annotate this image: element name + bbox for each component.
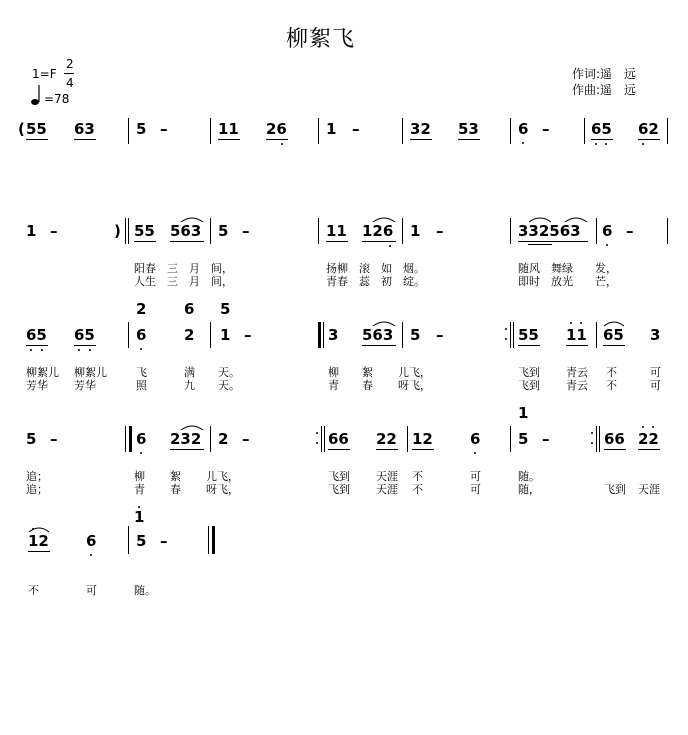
- lyric-line-1: 阳春 三 月 间，: [134, 262, 233, 275]
- note: 3: [328, 326, 339, 344]
- lyric-line-1: 飞: [136, 366, 147, 379]
- repeat-bar-thin: [125, 426, 126, 452]
- bar-line: [407, 426, 408, 452]
- note-group: 126: [362, 222, 394, 240]
- bar-line: [596, 426, 597, 452]
- note: 5: [136, 120, 147, 138]
- lyric-line-2: 青: [134, 483, 145, 496]
- lyric-line-1: 追；: [26, 470, 48, 483]
- underline: [74, 345, 96, 346]
- lyric-line-1: 随。: [134, 584, 156, 597]
- high-octave-dot: [580, 322, 582, 324]
- note-paren-close: ): [114, 222, 121, 240]
- note-group: 63: [74, 120, 95, 138]
- lyric-line-1: 满: [184, 366, 195, 379]
- underline: [326, 241, 348, 242]
- lyric-line-2: 芳华: [74, 379, 96, 392]
- dash: –: [242, 430, 250, 448]
- lyric-line-2: 天。: [218, 379, 240, 392]
- low-octave-dot: [389, 245, 391, 247]
- lyric-line-2: 青: [328, 379, 339, 392]
- note: 3: [650, 326, 661, 344]
- upper-voice-note: 6: [184, 300, 195, 318]
- lyric-line-1: 柳絮儿: [26, 366, 59, 379]
- bar-line: [510, 322, 511, 348]
- dash: –: [626, 222, 634, 240]
- bar-line: [318, 218, 319, 244]
- underline: [170, 241, 204, 242]
- repeat-bar-thick: [318, 322, 321, 348]
- note: 6: [602, 222, 613, 240]
- lyric-line-2: 飞到: [604, 483, 626, 496]
- underline: [170, 449, 204, 450]
- lyric-line-2: 九: [184, 379, 195, 392]
- lyric-line-2: 不: [412, 483, 423, 496]
- bar-line: [510, 426, 511, 452]
- underline: [591, 139, 613, 140]
- bar-line: [667, 118, 668, 144]
- note: 5: [218, 222, 229, 240]
- bar-line: [128, 322, 129, 348]
- note: 5: [410, 326, 421, 344]
- low-octave-dot: [642, 143, 644, 145]
- underline: [566, 345, 588, 346]
- note-group: 12: [28, 532, 49, 550]
- note-group: 65: [591, 120, 612, 138]
- bar-line: [510, 118, 511, 144]
- final-bar-thin: [208, 526, 209, 554]
- note-group: 55: [26, 120, 47, 138]
- lyric-line-1: 儿飞，: [398, 366, 431, 379]
- lyric-line-2: 追；: [26, 483, 48, 496]
- dash: –: [160, 532, 168, 550]
- lyric-line-2: 即时 放光 芒，: [518, 275, 617, 288]
- lyric-line-1: 随。: [518, 470, 540, 483]
- high-octave-dot: [138, 506, 140, 508]
- dash: –: [160, 120, 168, 138]
- lyric-line-1: 青云: [566, 366, 588, 379]
- quarter-note-icon: [30, 84, 44, 106]
- repeat-bar-thick: [129, 426, 132, 452]
- bar-line: [584, 118, 585, 144]
- slur: [528, 215, 552, 223]
- lyric-line-1: 不: [412, 470, 423, 483]
- note-group: 563: [170, 222, 202, 240]
- lyric-line-2: 春: [362, 379, 373, 392]
- note: 1: [26, 222, 37, 240]
- lyric-line-1: 天。: [218, 366, 240, 379]
- lyric-line-2: 随，: [518, 483, 540, 496]
- note-group: 11: [326, 222, 347, 240]
- final-bar-thick: [212, 526, 215, 554]
- note: 2: [218, 430, 229, 448]
- upper-voice-note: 1: [518, 404, 529, 422]
- dash: –: [542, 120, 550, 138]
- lyric-line-2: 飞到: [328, 483, 350, 496]
- lyric-line-1: 随风 舞绿 发，: [518, 262, 617, 275]
- lyric-line-2: 可: [650, 379, 661, 392]
- note: 6: [136, 326, 147, 344]
- note-paren-open: (: [18, 120, 25, 138]
- underline: [218, 139, 240, 140]
- lyric-line-1: 不: [28, 584, 39, 597]
- upper-voice-note: 1: [134, 508, 145, 526]
- lyric-line-1: 絮: [170, 470, 181, 483]
- repeat-dot: [505, 328, 507, 330]
- underline: [603, 345, 625, 346]
- note-group: 12: [412, 430, 433, 448]
- dash: –: [542, 430, 550, 448]
- dash: –: [244, 326, 252, 344]
- note: 6: [86, 532, 97, 550]
- note: 5: [518, 430, 529, 448]
- low-octave-dot: [595, 143, 597, 145]
- bar-line: [596, 322, 597, 348]
- underline: [362, 345, 396, 346]
- low-octave-dot: [140, 348, 142, 350]
- upper-voice-note: 5: [220, 300, 231, 318]
- composer-credit: 作曲:遥 远: [572, 83, 637, 97]
- underline: [638, 449, 660, 450]
- slur: [564, 215, 588, 223]
- bar-line: [510, 218, 511, 244]
- bar-line: [318, 118, 319, 144]
- note: 2: [184, 326, 195, 344]
- note-group: 563: [362, 326, 394, 344]
- dash: –: [436, 222, 444, 240]
- underline: [26, 345, 48, 346]
- lyric-line-2: 飞到: [518, 379, 540, 392]
- low-octave-dot: [606, 244, 608, 246]
- tempo-marking: =78: [44, 92, 70, 106]
- underline: [26, 139, 48, 140]
- bar-line: [402, 322, 403, 348]
- note-group: 332563: [518, 222, 581, 240]
- note-group: 53: [458, 120, 479, 138]
- note: 5: [136, 532, 147, 550]
- low-octave-dot: [89, 349, 91, 351]
- lyricist-credit: 作词:遥 远: [572, 67, 637, 81]
- repeat-dot: [505, 338, 507, 340]
- underline: [518, 345, 540, 346]
- lyric-line-2: 照: [136, 379, 147, 392]
- note-group: 26: [266, 120, 287, 138]
- repeat-dot: [591, 432, 593, 434]
- bar-line: [321, 426, 322, 452]
- slur: [372, 319, 396, 327]
- lyric-line-2: 可: [470, 483, 481, 496]
- note-group: 65: [74, 326, 95, 344]
- time-signature-bottom: 4: [66, 76, 74, 90]
- bar-line: [324, 426, 325, 452]
- lyric-line-1: 柳: [134, 470, 145, 483]
- lyric-line-1: 儿飞，: [206, 470, 239, 483]
- bar-line: [210, 118, 211, 144]
- slur: [603, 319, 625, 327]
- note-group: 55: [518, 326, 539, 344]
- bar-line: [210, 426, 211, 452]
- low-octave-dot: [78, 349, 80, 351]
- dash: –: [436, 326, 444, 344]
- bar-line: [513, 322, 514, 348]
- note: 6: [518, 120, 529, 138]
- bar-line: [596, 218, 597, 244]
- low-octave-dot: [140, 452, 142, 454]
- low-octave-dot: [474, 452, 476, 454]
- repeat-dot: [316, 442, 318, 444]
- note: 6: [136, 430, 147, 448]
- repeat-bar-thin: [323, 322, 324, 348]
- song-title: 柳絮飞: [286, 27, 356, 52]
- lyric-line-2: 芳华: [26, 379, 48, 392]
- low-octave-dot: [522, 142, 524, 144]
- note: 6: [470, 430, 481, 448]
- slur: [372, 215, 396, 223]
- lyric-line-2: 天涯: [638, 483, 660, 496]
- high-octave-dot: [32, 528, 34, 530]
- lyric-line-1: 可: [86, 584, 97, 597]
- underline: [328, 449, 350, 450]
- lyric-line-2: 呀飞，: [398, 379, 431, 392]
- low-octave-dot: [30, 349, 32, 351]
- underline-double: [528, 244, 552, 245]
- note-group: 65: [603, 326, 624, 344]
- underline: [266, 139, 288, 140]
- low-octave-dot: [281, 143, 283, 145]
- high-octave-dot: [570, 322, 572, 324]
- lyric-line-2: 青云: [566, 379, 588, 392]
- note-group: 55: [134, 222, 155, 240]
- bar-line: [128, 218, 129, 244]
- note-group: 32: [410, 120, 431, 138]
- high-octave-dot: [652, 426, 654, 428]
- lyric-line-2: 春: [170, 483, 181, 496]
- key-signature: 1=F: [32, 67, 57, 81]
- note-group: 65: [26, 326, 47, 344]
- high-octave-dot: [642, 426, 644, 428]
- lyric-line-1: 可: [470, 470, 481, 483]
- underline: [28, 551, 50, 552]
- dash: –: [50, 430, 58, 448]
- note: 1: [326, 120, 337, 138]
- underline: [458, 139, 480, 140]
- lyric-line-1: 扬柳 滚 如 烟。: [326, 262, 425, 275]
- bar-line: [125, 218, 126, 244]
- bar-line: [210, 218, 211, 244]
- note-group: 62: [638, 120, 659, 138]
- lyric-line-1: 不: [606, 366, 617, 379]
- upper-voice-note: 2: [136, 300, 147, 318]
- underline: [74, 139, 96, 140]
- bar-line: [210, 322, 211, 348]
- slur: [180, 423, 204, 431]
- lyric-line-1: 飞到: [328, 470, 350, 483]
- lyric-line-1: 柳: [328, 366, 339, 379]
- note-group: 11: [218, 120, 239, 138]
- repeat-dot: [591, 442, 593, 444]
- lyric-line-1: 飞到: [518, 366, 540, 379]
- underline: [604, 449, 626, 450]
- dash: –: [50, 222, 58, 240]
- lyric-line-1: 絮: [362, 366, 373, 379]
- underline: [518, 241, 588, 242]
- underline: [376, 449, 398, 450]
- time-signature-line: [64, 73, 74, 74]
- lyric-line-2: 青春 蕊 初 绽。: [326, 275, 425, 288]
- lyric-line-1: 柳絮儿: [74, 366, 107, 379]
- bar-line: [402, 118, 403, 144]
- low-octave-dot: [41, 349, 43, 351]
- note-group: 66: [604, 430, 625, 448]
- note: 1: [410, 222, 421, 240]
- lyric-line-1: 可: [650, 366, 661, 379]
- bar-line: [402, 218, 403, 244]
- lyric-line-2: 不: [606, 379, 617, 392]
- dash: –: [352, 120, 360, 138]
- bar-line: [128, 526, 129, 554]
- bar-line: [599, 426, 600, 452]
- lyric-line-2: 天涯: [376, 483, 398, 496]
- dash: –: [242, 222, 250, 240]
- underline: [638, 139, 660, 140]
- time-signature-top: 2: [66, 57, 74, 71]
- note: 5: [26, 430, 37, 448]
- low-octave-dot: [90, 554, 92, 556]
- lyric-line-1: 天涯: [376, 470, 398, 483]
- lyric-line-2: 呀飞，: [206, 483, 239, 496]
- underline: [412, 449, 434, 450]
- bar-line: [667, 218, 668, 244]
- repeat-dot: [316, 432, 318, 434]
- lyric-line-2: 人生 三 月 间，: [134, 275, 233, 288]
- note-group: 22: [638, 430, 659, 448]
- note-group: 232: [170, 430, 202, 448]
- underline: [410, 139, 432, 140]
- note-group: 11: [566, 326, 587, 344]
- note-group: 22: [376, 430, 397, 448]
- bar-line: [128, 118, 129, 144]
- underline: [134, 241, 156, 242]
- low-octave-dot: [605, 143, 607, 145]
- note-group: 66: [328, 430, 349, 448]
- note: 1: [220, 326, 231, 344]
- slur: [180, 215, 204, 223]
- underline: [362, 241, 396, 242]
